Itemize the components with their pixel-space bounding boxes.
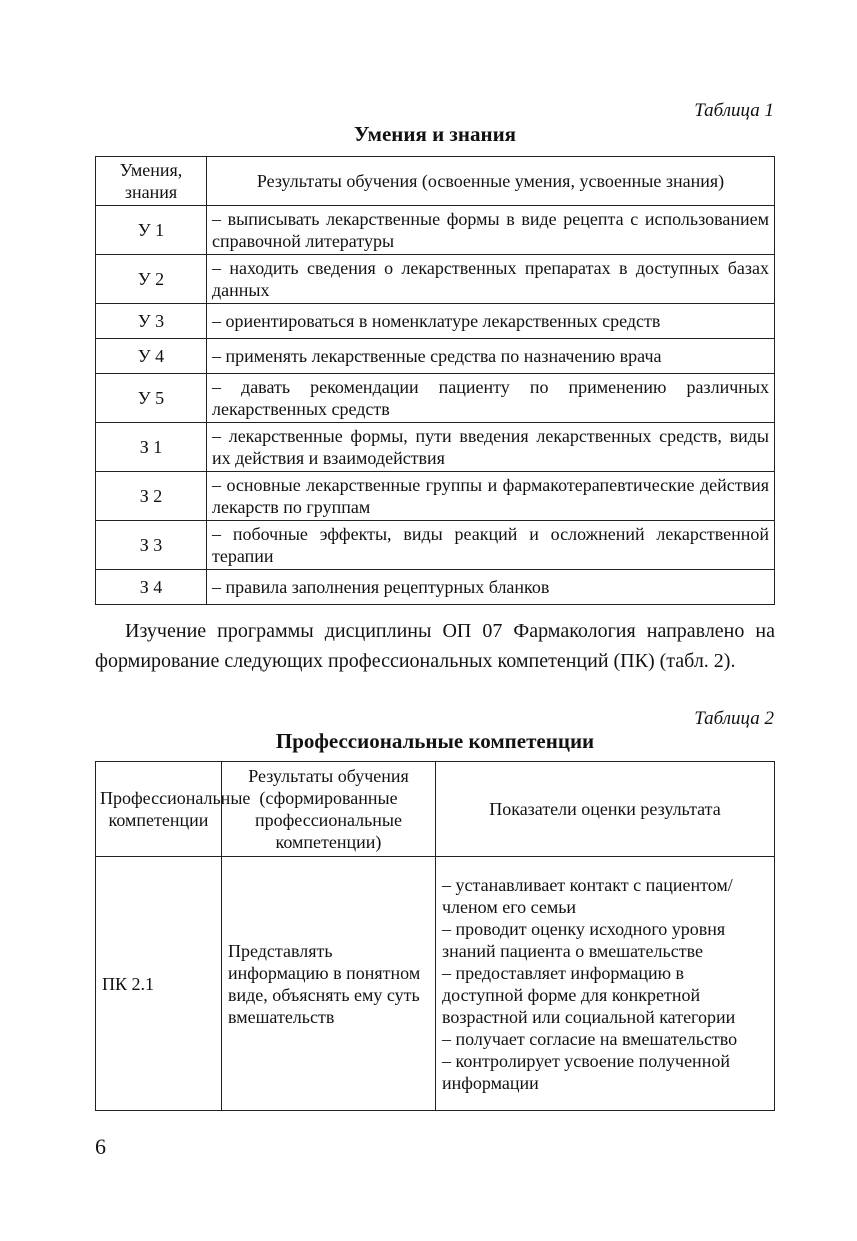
row-text: – основные лекарственные группы и фармакотерапевтические действия лекарств по группам [207, 472, 775, 521]
row-code: З 4 [96, 570, 207, 605]
indicator-item: – устанавливает контакт с пациентом/членом его семьи [442, 874, 733, 917]
indicator-item: – получает согласие на вмешательство [442, 1028, 738, 1049]
row-text: – ориентироваться в номенклатуре лекарственных средств [207, 304, 775, 339]
row-text: – находить сведения о лекарственных препаратах в доступных базах данных [207, 255, 775, 304]
table-row [96, 521, 775, 570]
row-code: У 3 [96, 304, 207, 339]
table-row [96, 423, 775, 472]
indicator-item: – проводит оценку исходного уровня знаний пациента о вмешательстве [442, 918, 726, 961]
row-text: – правила заполнения рецептурных бланков [207, 570, 775, 605]
table1-title: Умения и знания [353, 122, 517, 146]
row-code: У 5 [96, 374, 207, 423]
table2-caption: Таблица 2 [694, 708, 774, 729]
row-text: – применять лекарственные средства по назначению врача [207, 339, 775, 374]
row-text: – выписывать лекарственные формы в виде рецепта с использованием справочной литературы [207, 206, 775, 255]
competencies-table [95, 761, 775, 1111]
row-code: З 3 [96, 521, 207, 570]
row-code: З 2 [96, 472, 207, 521]
row-code: У 4 [96, 339, 207, 374]
table-row [96, 255, 775, 304]
body-paragraph: Изучение программы дисциплины ОП 07 Фармакология направлено на формирование следующих профессиональных компетенций (ПК) (табл. 2). [95, 620, 775, 672]
indicator-item: – предоставляет информацию в доступной форме для конкретной возрастной или социальной категории [442, 962, 736, 1027]
table2-header-results: Результаты обучения (сформированные профессиональные компетенции) [222, 762, 436, 857]
table-row [96, 206, 775, 255]
row-text: – лекарственные формы, пути введения лекарственных средств, виды их действия и взаимодействия [207, 423, 775, 472]
table2-title: Профессиональные компетенции [275, 729, 595, 753]
competence-code: ПК 2.1 [96, 857, 222, 1111]
table1-header-results: Результаты обучения (освоенные умения, усвоенные знания) [207, 157, 775, 206]
table-row [96, 374, 775, 423]
row-code: У 2 [96, 255, 207, 304]
page-number: 6 [95, 1134, 106, 1159]
row-text: – давать рекомендации пациенту по применению различных лекарственных средств [207, 374, 775, 423]
row-text: – побочные эффекты, виды реакций и осложнений лекарственной терапии [207, 521, 775, 570]
table2-header-competence: Профессиональные компетенции [96, 762, 222, 857]
row-code: З 1 [96, 423, 207, 472]
table2-header-indicators: Показатели оценки результата [436, 762, 775, 857]
indicator-item: – контролирует усвоение полученной информации [442, 1050, 730, 1093]
competence-result: Представлять информацию в понятном виде, объяснять ему суть вмешательств [222, 857, 436, 1111]
table-row [96, 472, 775, 521]
table-row [96, 857, 775, 1111]
row-code: У 1 [96, 206, 207, 255]
table-row [96, 339, 775, 374]
table1-header-code: Умения, знания [96, 157, 207, 206]
indicators-cell [436, 857, 775, 1111]
table-row [96, 570, 775, 605]
table-row [96, 304, 775, 339]
table1-caption: Таблица 1 [694, 100, 774, 121]
skills-knowledge-table [95, 156, 775, 605]
